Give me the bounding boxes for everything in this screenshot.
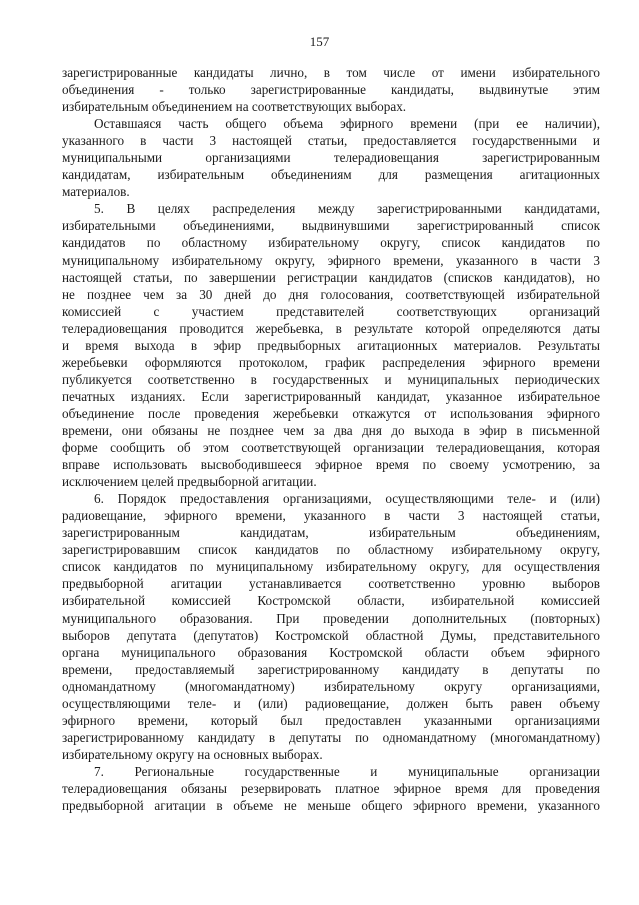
- paragraph-item-5: [62, 200, 600, 490]
- text-line: предвыборной агитации в объеме не меньше общего эфирного времени, указанного: [62, 798, 600, 814]
- page-number: 157: [309, 34, 330, 49]
- text-line: и время выхода в эфир предвыборных агитационных материалов. Результаты: [62, 337, 600, 353]
- text-line: избирательными объединениями, выдвинувшими зарегистрированный список: [62, 218, 600, 234]
- text-line: предвыборной агитации устанавливается соответственно уровню выборов: [62, 576, 600, 592]
- text-line: телерадиовещания обязаны резервировать платное эфирное время для проведения: [62, 780, 600, 796]
- paragraph-1: [62, 64, 600, 115]
- text-line: исключением целей предвыборной агитации.: [62, 474, 317, 490]
- text-line: радиовещание, эфирного времени, указанного в части 3 настоящей статьи,: [62, 508, 600, 524]
- text-line: избирательным объединением на соответствующих выборах.: [62, 99, 407, 115]
- text-line: указанного в части 3 настоящей статьи, предоставляется государственными и: [62, 133, 600, 149]
- text-line: зарегистрированные кандидаты лично, в том числе от имени избирательного: [62, 65, 600, 80]
- text-line: 7. Региональные государственные и муниципальные организации: [94, 763, 600, 779]
- text-line: одномандатному (многомандатному) избирательному округу организациями,: [62, 678, 600, 694]
- text-line: форме сообщить об этом соответствующей организации телерадиовещания, которая: [62, 440, 600, 456]
- text-line: список кандидатов по муниципальному избирательному округу, для осуществления: [62, 559, 600, 575]
- text-line: объединения - только зарегистрированные кандидаты, выдвинутые этим: [62, 82, 600, 98]
- text-line: муниципального образования. При проведении дополнительных (повторных): [62, 610, 600, 626]
- text-line: избирательной комиссией Костромской области, избирательной комиссией: [62, 593, 600, 609]
- text-line: времени, предоставляемый зарегистрированному кандидату в депутаты по: [62, 661, 600, 677]
- text-line: зарегистрированному кандидату в депутаты по одномандатному (многомандатному): [62, 729, 600, 745]
- text-line: не позднее чем за 30 дней до дня голосования, соответствующей избирательной: [62, 286, 600, 302]
- text-line: 6. Порядок предоставления организациями, осуществляющими теле- и (или): [94, 491, 600, 507]
- text-line: муниципальному избирательному округу, эфирного времени, указанного в части 3: [62, 252, 600, 268]
- text-line: настоящей статьи, по завершении регистрации кандидатов (списков кандидатов), но: [62, 269, 600, 285]
- text-line: выборов депутата (депутатов) Костромской областной Думы, представительного: [62, 627, 600, 643]
- text-line: материалов.: [62, 184, 130, 200]
- text-line: Оставшаяся часть общего объема эфирного времени (при ее наличии),: [94, 116, 600, 132]
- text-line: избирательному округу на основных выборах.: [62, 746, 323, 762]
- text-line: времени, они обязаны не позднее чем за два дня до выхода в эфир в письменной: [62, 422, 600, 438]
- text-line: объединение после проведения жеребьевки откажутся от использования эфирного: [62, 405, 600, 421]
- text-line: муниципальными организациями телерадиовещания зарегистрированным: [62, 150, 600, 166]
- paragraph-item-7: [62, 763, 600, 814]
- text-line: печатных изданиях. Если зарегистрированный кандидат, указанное избирательное: [62, 388, 600, 404]
- text-line: осуществляющими теле- и (или) радиовещание, должен быть равен объему: [62, 695, 600, 711]
- text-line: зарегистрированным кандидатам, избирательным объединениям,: [62, 525, 600, 541]
- text-line: кандидатам, избирательным объединениям для размещения агитационных: [62, 167, 600, 183]
- text-line: зарегистрировавшим список кандидатов по областному избирательному округу,: [62, 542, 600, 558]
- paragraph-item-6: [62, 490, 600, 763]
- text-line: кандидатов по областному избирательному округу, список кандидатов по: [62, 235, 600, 251]
- text-line: комиссией с участием представителей соответствующих организаций: [62, 303, 600, 319]
- text-line: органа муниципального образования Костромской области объем эфирного: [62, 644, 600, 660]
- paragraph-2: [62, 115, 600, 200]
- text-line: публикуется соответственно в государственных и муниципальных периодических: [62, 371, 600, 387]
- text-line: жеребьевки оформляются протоколом, график распределения эфирного времени: [62, 354, 600, 370]
- text-line: эфирного времени, который был предоставлен указанными организациями: [62, 712, 600, 728]
- document-body: [62, 64, 600, 814]
- text-line: вправе использовать высвободившееся эфирное время по своему усмотрению, за: [62, 457, 600, 473]
- text-line: 5. В целях распределения между зарегистрированными кандидатами,: [94, 201, 600, 217]
- text-line: телерадиовещания проводится жеребьевка, в результате которой определяются даты: [62, 320, 600, 336]
